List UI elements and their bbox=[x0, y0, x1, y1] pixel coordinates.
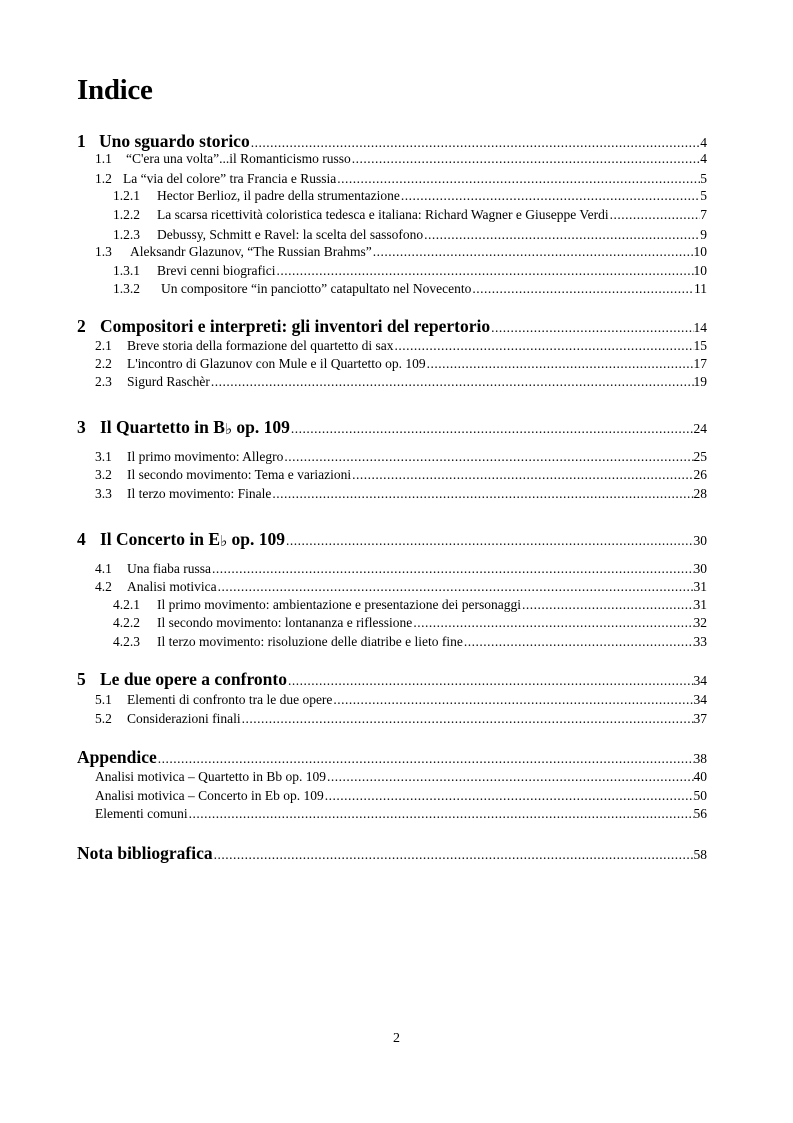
toc-entry-number: 4.2.2 bbox=[113, 615, 140, 630]
toc-entry-title: 1.1 “C'era una volta”...il Romanticismo russo bbox=[95, 151, 351, 166]
toc-entry[interactable] bbox=[95, 449, 707, 465]
toc-entry[interactable] bbox=[95, 806, 707, 822]
dot-leader bbox=[288, 673, 694, 689]
toc-entry[interactable] bbox=[113, 634, 707, 650]
toc-entry-number: 5.2 bbox=[95, 711, 112, 726]
toc-entry-title: Analisi motivica – Quartetto in Bb op. 109 bbox=[95, 769, 326, 784]
toc-entry-number: 3.3 bbox=[95, 486, 112, 501]
toc-entry-number: 4.1 bbox=[95, 561, 112, 576]
toc-entry-number: 4 bbox=[77, 529, 86, 549]
toc-entry-number: 1.1 bbox=[95, 151, 112, 166]
dot-leader bbox=[472, 281, 694, 297]
toc-entry-number: 1.3.1 bbox=[113, 263, 140, 278]
toc-entry[interactable] bbox=[95, 244, 707, 260]
toc-entry-number: 1.2.3 bbox=[113, 227, 140, 242]
toc-entry-title: 3.1 Il primo movimento: Allegro bbox=[95, 449, 284, 464]
flat-symbol: ♭ bbox=[220, 534, 228, 550]
toc-entry-number: 5 bbox=[77, 669, 86, 689]
toc-entry-title: 1.3.1 Brevi cenni biografici bbox=[113, 263, 276, 278]
toc-entry[interactable] bbox=[77, 669, 707, 690]
flat-symbol: ♭ bbox=[224, 422, 233, 438]
toc-entry-title: Analisi motivica – Concerto in Eb op. 109 bbox=[95, 788, 324, 803]
toc-entry-number: 2.3 bbox=[95, 374, 112, 389]
toc-entry-page: 31 bbox=[693, 597, 707, 612]
toc-entry-page: 30 bbox=[693, 561, 707, 576]
dot-leader bbox=[251, 135, 701, 151]
toc-entry[interactable] bbox=[113, 281, 707, 297]
toc-entry[interactable] bbox=[95, 486, 707, 502]
toc-entry-title: 4.2 Analisi motivica bbox=[95, 579, 217, 594]
dot-leader bbox=[212, 561, 694, 577]
toc-entry[interactable] bbox=[113, 263, 707, 279]
toc-entry[interactable] bbox=[77, 747, 707, 768]
toc-entry-page: 34 bbox=[693, 692, 707, 707]
toc-entry-title: 4.2.2 Il secondo movimento: lontananza e riflessione bbox=[113, 615, 413, 630]
toc-entry-title: 3.3 Il terzo movimento: Finale bbox=[95, 486, 272, 501]
dot-leader bbox=[211, 374, 694, 390]
toc-entry-page: 38 bbox=[693, 751, 707, 766]
toc-entry[interactable] bbox=[95, 467, 707, 483]
toc-entry-number: 3.2 bbox=[95, 467, 112, 482]
dot-leader bbox=[424, 227, 700, 243]
toc-entry-number: 3 bbox=[77, 417, 86, 437]
toc-entry-title: 2.1 Breve storia della formazione del quartetto di sax bbox=[95, 338, 394, 353]
toc-entry-page: 10 bbox=[693, 244, 707, 259]
toc-entry-number: 1.3 bbox=[95, 244, 112, 259]
toc-entry-page: 31 bbox=[693, 579, 707, 594]
dot-leader bbox=[286, 533, 693, 549]
dot-leader bbox=[395, 338, 694, 354]
toc-entry-page: 15 bbox=[693, 338, 707, 353]
dot-leader bbox=[413, 615, 693, 631]
toc-entry-page: 26 bbox=[693, 467, 707, 482]
toc-entry-title: 4 Il Concerto in E♭ op. 109 bbox=[77, 529, 286, 550]
toc-entry-number: 1 bbox=[77, 131, 86, 151]
toc-entry-title: 1.2.3 Debussy, Schmitt e Ravel: la scelta del sassofono bbox=[113, 227, 424, 242]
toc-entry-page: 9 bbox=[700, 227, 707, 242]
toc-entry-page: 10 bbox=[693, 263, 707, 278]
toc-entry-title: Elementi comuni bbox=[95, 806, 188, 821]
toc-entry-page: 24 bbox=[693, 421, 707, 436]
toc-entry-title: Appendice bbox=[77, 747, 157, 767]
toc-entry-page: 56 bbox=[693, 806, 707, 821]
dot-leader bbox=[352, 151, 700, 167]
toc-entry[interactable] bbox=[95, 561, 707, 577]
toc-entry-number: 2.2 bbox=[95, 356, 112, 371]
toc-entry-page: 17 bbox=[693, 356, 707, 371]
toc-entry[interactable] bbox=[95, 579, 707, 595]
toc-entry-page: 58 bbox=[693, 847, 707, 862]
page-number: 2 bbox=[393, 1031, 400, 1046]
toc-entry-number: 2 bbox=[77, 316, 86, 336]
toc-entry-page: 5 bbox=[700, 188, 707, 203]
toc-entry-number: 5.1 bbox=[95, 692, 112, 707]
toc-entry-page: 19 bbox=[693, 374, 707, 389]
toc-entry-number: 1.2 bbox=[95, 171, 112, 186]
dot-leader bbox=[427, 356, 694, 372]
toc-entry-page: 7 bbox=[700, 207, 707, 222]
toc-entry-page: 34 bbox=[693, 673, 707, 688]
dot-leader bbox=[401, 188, 700, 204]
dot-leader bbox=[337, 171, 700, 187]
toc-entry-page: 33 bbox=[693, 634, 707, 649]
toc-entry[interactable] bbox=[95, 356, 707, 372]
dot-leader bbox=[291, 421, 694, 437]
toc-entry[interactable] bbox=[95, 171, 707, 187]
toc-entry[interactable] bbox=[95, 788, 707, 804]
toc-entry[interactable] bbox=[95, 711, 707, 727]
toc-entry-number: 1.3.2 bbox=[113, 281, 140, 296]
toc-entry[interactable] bbox=[113, 227, 707, 243]
toc-entry[interactable] bbox=[77, 131, 707, 152]
toc-entry[interactable] bbox=[77, 316, 707, 337]
toc-entry-title: 5.1 Elementi di confronto tra le due opere bbox=[95, 692, 333, 707]
dot-leader bbox=[158, 751, 694, 767]
toc-entry-title: 3 Il Quartetto in B♭ op. 109 bbox=[77, 417, 290, 438]
toc-entry[interactable] bbox=[113, 615, 707, 631]
toc-entry-title: 1.3 Aleksandr Glazunov, “The Russian Brahms” bbox=[95, 244, 372, 259]
toc-entry-number: 4.2.3 bbox=[113, 634, 140, 649]
toc-entry-title: 2 Compositori e interpreti: gli inventori del repertorio bbox=[77, 316, 491, 336]
toc-entry-page: 50 bbox=[693, 788, 707, 803]
dot-leader bbox=[491, 320, 693, 336]
toc-entry-title: 1.2 La “via del colore” tra Francia e Russia bbox=[95, 171, 337, 186]
toc-entry[interactable] bbox=[95, 769, 707, 785]
toc-entry-title: 4.1 Una fiaba russa bbox=[95, 561, 211, 576]
page-title: Indice bbox=[77, 74, 153, 106]
dot-leader bbox=[276, 263, 693, 279]
toc-entry-number: 1.2.1 bbox=[113, 188, 140, 203]
toc-entry[interactable] bbox=[95, 374, 707, 390]
toc-entry[interactable] bbox=[77, 417, 707, 439]
toc-entry-page: 37 bbox=[693, 711, 707, 726]
toc-entry-number: 4.2 bbox=[95, 579, 112, 594]
dot-leader bbox=[373, 244, 694, 260]
dot-leader bbox=[464, 634, 694, 650]
toc-entry-title: 4.2.1 Il primo movimento: ambientazione e presentazione dei personaggi bbox=[113, 597, 522, 612]
toc-entry-title: Nota bibliografica bbox=[77, 843, 213, 863]
toc-entry[interactable] bbox=[113, 188, 707, 204]
toc-entry-title: 1.2.1 Hector Berlioz, il padre della strumentazione bbox=[113, 188, 400, 203]
dot-leader bbox=[522, 597, 693, 613]
toc-entry-title: 1.3.2 Un compositore “in panciotto” catapultato nel Novecento bbox=[113, 281, 472, 296]
dot-leader bbox=[352, 467, 693, 483]
dot-leader bbox=[218, 579, 694, 595]
toc-entry-title: 4.2.3 Il terzo movimento: risoluzione delle diatribe e lieto fine bbox=[113, 634, 463, 649]
toc-entry-title: 2.3 Sigurd Raschèr bbox=[95, 374, 210, 389]
toc-entry[interactable] bbox=[95, 338, 707, 354]
toc-entry-page: 32 bbox=[693, 615, 707, 630]
toc-entry-page: 14 bbox=[693, 320, 707, 335]
toc-entry-page: 5 bbox=[700, 171, 707, 186]
toc-entry[interactable] bbox=[113, 597, 707, 613]
toc-entry-number: 3.1 bbox=[95, 449, 112, 464]
toc-entry-title: 5 Le due opere a confronto bbox=[77, 669, 287, 689]
toc-entry-page: 4 bbox=[700, 135, 707, 150]
dot-leader bbox=[327, 769, 694, 785]
toc-entry-page: 4 bbox=[700, 151, 707, 166]
dot-leader bbox=[189, 806, 694, 822]
toc-entry[interactable] bbox=[95, 692, 707, 708]
dot-leader bbox=[610, 207, 701, 223]
dot-leader bbox=[284, 449, 693, 465]
toc-entry-title: 1.2.2 La scarsa ricettività coloristica tedesca e italiana: Richard Wagner e Giuseppe Verdi bbox=[113, 207, 609, 222]
dot-leader bbox=[242, 711, 694, 727]
toc-entry[interactable] bbox=[95, 151, 707, 167]
toc-entry-page: 11 bbox=[694, 281, 707, 296]
toc-entry[interactable] bbox=[77, 843, 707, 864]
dot-leader bbox=[214, 847, 694, 863]
toc-entry-page: 28 bbox=[693, 486, 707, 501]
toc-entry-title: 2.2 L'incontro di Glazunov con Mule e il Quartetto op. 109 bbox=[95, 356, 426, 371]
toc-entry-title: 3.2 Il secondo movimento: Tema e variazioni bbox=[95, 467, 352, 482]
toc-entry-page: 30 bbox=[693, 533, 707, 548]
dot-leader bbox=[272, 486, 693, 502]
toc-entry[interactable] bbox=[113, 207, 707, 223]
toc-entry-title: 5.2 Considerazioni finali bbox=[95, 711, 241, 726]
toc-entry-number: 4.2.1 bbox=[113, 597, 140, 612]
toc-entry-page: 40 bbox=[693, 769, 707, 784]
toc-entry-page: 25 bbox=[693, 449, 707, 464]
toc-entry[interactable] bbox=[77, 529, 707, 551]
toc-entry-number: 1.2.2 bbox=[113, 207, 140, 222]
dot-leader bbox=[325, 788, 694, 804]
dot-leader bbox=[333, 692, 693, 708]
toc-entry-title: 1 Uno sguardo storico bbox=[77, 131, 250, 151]
toc-entry-number: 2.1 bbox=[95, 338, 112, 353]
